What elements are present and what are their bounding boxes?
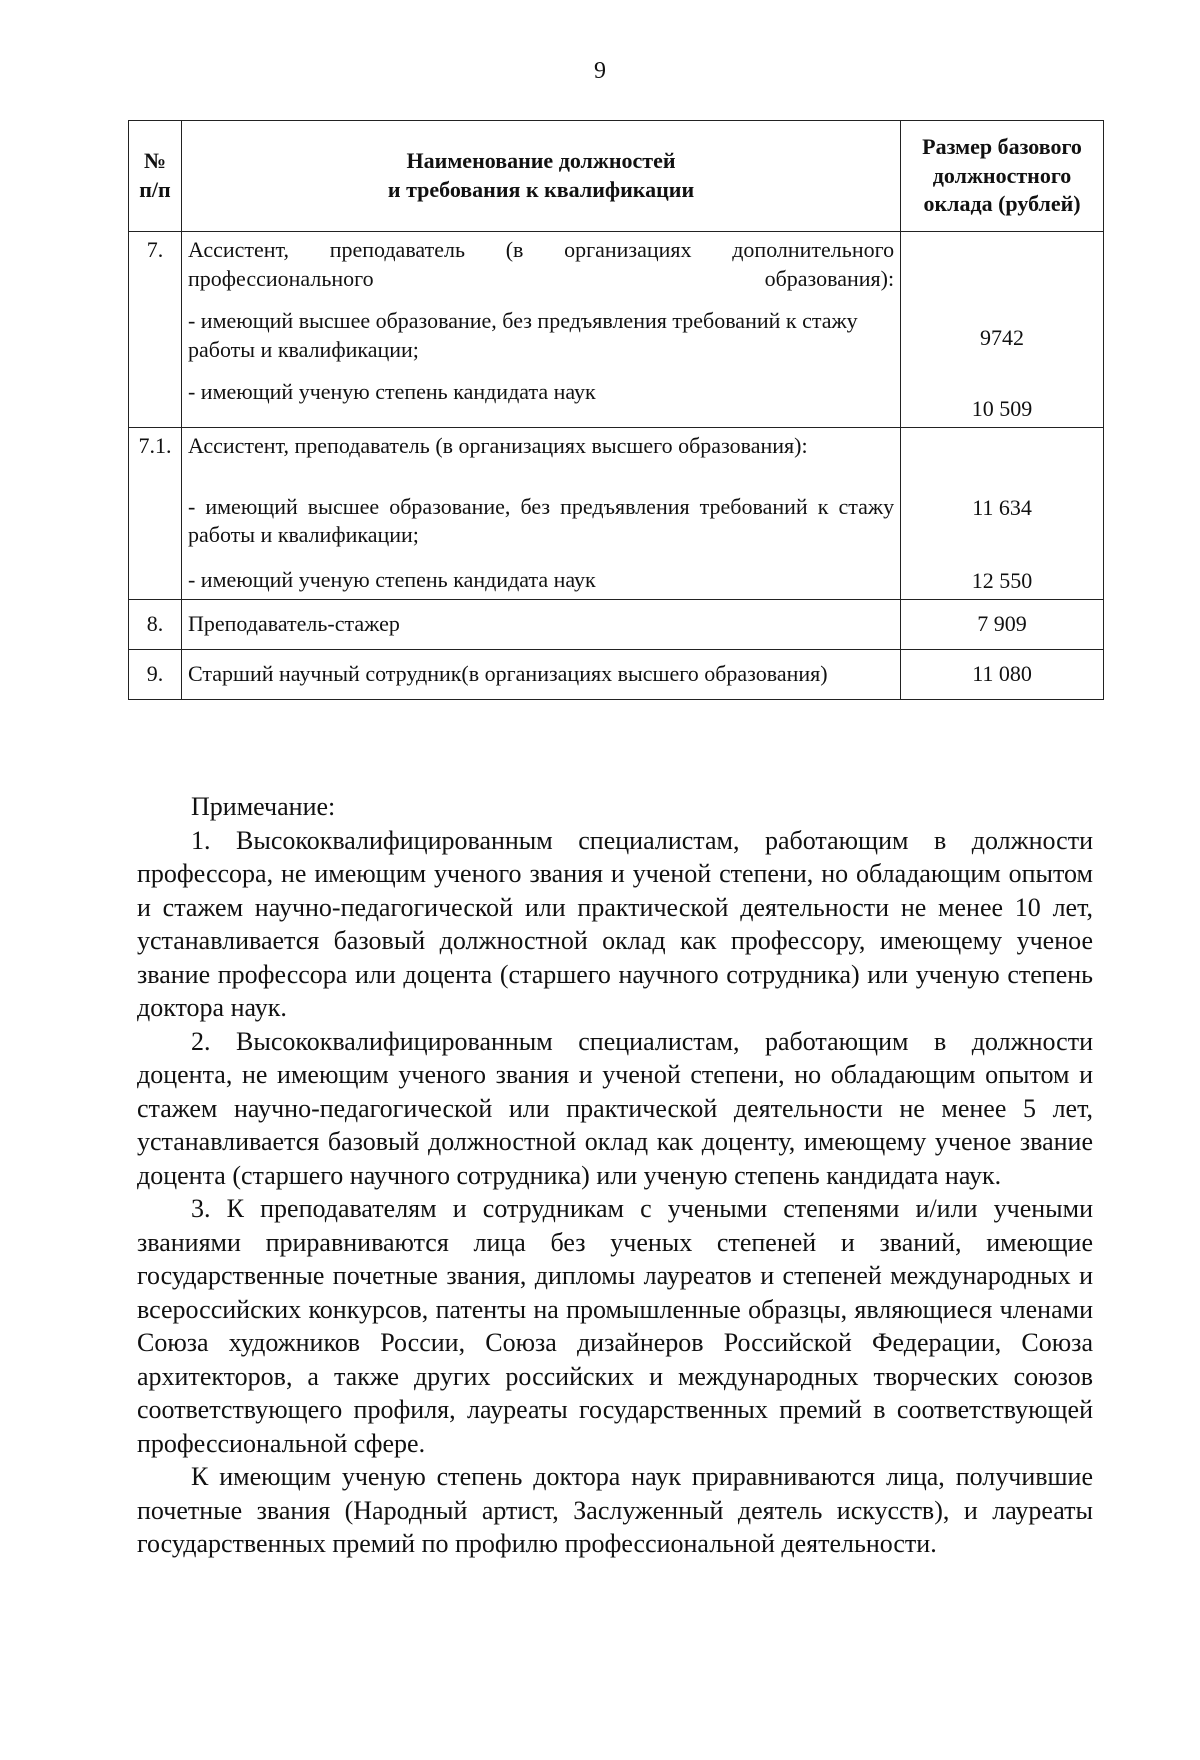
position-title: Ассистент, преподаватель (в организациях высшего образования): bbox=[187, 433, 808, 459]
header-num-line: № bbox=[143, 148, 167, 174]
salary-value: 9742 bbox=[980, 325, 1025, 350]
header-num bbox=[129, 121, 182, 232]
table-row bbox=[129, 428, 1104, 600]
position-item: - имеющий ученую степень кандидата наук bbox=[187, 379, 596, 405]
position-item: - имеющий высшее образование, без предъявления требований к стажу работы и квалификации; bbox=[187, 493, 895, 548]
position-cell bbox=[181, 232, 900, 428]
notes-section bbox=[137, 790, 1093, 1561]
header-salary bbox=[901, 121, 1104, 232]
note-paragraph: 2. Высококвалифицированным специалистам, работающим в должности доцента, не имеющим ученого звания и ученой степени, но обладающим опытом и стажем научно-педагогической или практической деятельности не менее 5 лет, устанавливается базовый должностной оклад как доценту, имеющему ученое звание доцента (старшего научного сотрудника) или ученую степень кандидата наук. bbox=[137, 1026, 1093, 1190]
note-paragraph: 3. К преподавателям и сотрудникам с учеными степенями и/или учеными званиями приравниваются лица без ученых степеней и званий, имеющие государственные почетные звания, дипломы лауреатов и степеней международных и всероссийских конкурсов, патенты на промышленные образцы, являющиеся членами Союза художников России, Союза дизайнеров Российской Федерации, Союза архитекторов, а также других российских и международных творческих союзов соответствующего профиля, лауреаты государственных премий в соответствующей профессиональной сфере. bbox=[137, 1194, 1093, 1458]
note-paragraph: 1. Высококвалифицированным специалистам, работающим в должности профессора, не имеющим ученого звания и ученой степени, но обладающим опытом и стажем научно-педагогической или практической деятельности не менее 10 лет, устанавливается базовый должностной оклад как профессору, имеющему ученое звание профессора или доцента (старшего научного сотрудника) или ученую степень доктора наук. bbox=[137, 825, 1093, 1022]
table-header-row bbox=[129, 121, 1104, 232]
position-title: Старший научный сотрудник(в организациях высшего образования) bbox=[181, 649, 900, 699]
note-paragraph: К имеющим ученую степень доктора наук приравниваются лица, получившие почетные звания (Народный артист, Заслуженный деятель искусств), и лауреаты государственных премий по профилю профессиональной деятельности. bbox=[137, 1462, 1093, 1558]
header-salary-line: Размер базового bbox=[922, 134, 1082, 160]
position-cell bbox=[181, 428, 900, 600]
page-number: 9 bbox=[594, 58, 606, 84]
header-position-name bbox=[181, 121, 900, 232]
notes-title: Примечание: bbox=[191, 792, 336, 821]
row-number: 7.1. bbox=[129, 428, 182, 600]
position-item: - имеющий высшее образование, без предъявления требований к стажу работы и квалификации; bbox=[187, 308, 858, 362]
header-salary-line: оклада (рублей) bbox=[923, 191, 1081, 217]
salary-value: 7 909 bbox=[901, 600, 1104, 650]
salary-cell bbox=[901, 232, 1104, 428]
header-salary-line: должностного bbox=[932, 162, 1072, 188]
header-name-line: и требования к квалификации bbox=[387, 177, 695, 202]
header-name-line: Наименование должностей bbox=[406, 148, 676, 174]
table-row bbox=[129, 649, 1104, 699]
salary-cell bbox=[901, 428, 1104, 600]
salary-table bbox=[128, 120, 1104, 700]
header-num-line: п/п bbox=[139, 177, 171, 202]
position-title: Ассистент, преподаватель (в организациях дополнительного профессионального образования): bbox=[187, 237, 895, 291]
position-item: - имеющий ученую степень кандидата наук bbox=[187, 566, 596, 592]
row-number: 7. bbox=[129, 232, 182, 428]
row-number: 9. bbox=[129, 649, 182, 699]
salary-value: 11 634 bbox=[972, 495, 1032, 521]
row-number: 8. bbox=[129, 600, 182, 650]
salary-value: 11 080 bbox=[901, 649, 1104, 699]
table-row bbox=[129, 232, 1104, 428]
salary-value: 12 550 bbox=[971, 567, 1033, 593]
table-row bbox=[129, 600, 1104, 650]
salary-value: 10 509 bbox=[971, 395, 1033, 421]
position-title: Преподаватель-стажер bbox=[181, 600, 900, 650]
